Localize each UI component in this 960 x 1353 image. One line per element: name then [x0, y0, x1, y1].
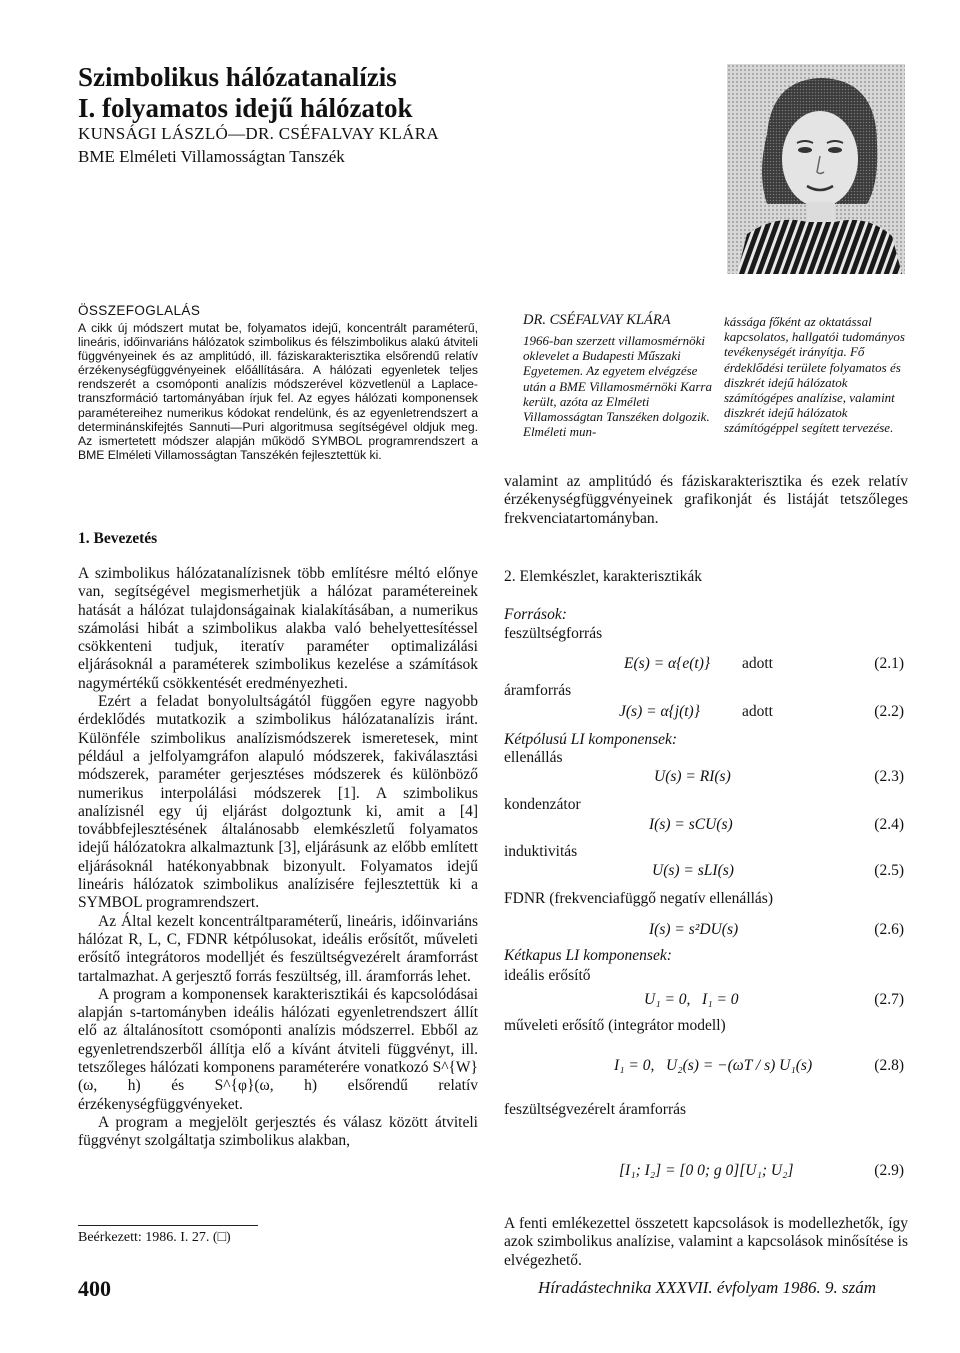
equation-2-6 — [504, 921, 904, 943]
sources-heading: Források: — [504, 606, 567, 623]
section-1-heading: 1. Bevezetés — [78, 530, 158, 547]
equation-2-4 — [504, 816, 904, 838]
department: BME Elméleti Villamosságtan Tanszék — [78, 147, 345, 166]
right-intro-paragraph: valamint az amplitúdó és fáziskarakterisztika és ezek relatív érzékenységfüggvényeinek grafikonját és listáját tetszőleges frekvenciatartományban. — [504, 473, 908, 527]
equation-2-2-number: (2.2) — [874, 703, 904, 720]
equation-2-4-expr: I(s) = sCU(s) — [649, 816, 733, 833]
two-port-heading: Kétkapus LI komponensek: — [504, 947, 672, 964]
equation-2-5 — [504, 862, 904, 884]
equation-2-4-number: (2.4) — [874, 816, 904, 833]
equation-2-9-expr: [I₁; I₂] = [0 0; g 0][U₁; U₂] — [619, 1162, 794, 1179]
equation-2-2 — [504, 703, 904, 725]
equation-2-3-expr: U(s) = RI(s) — [654, 768, 731, 785]
equation-2-7-expr: U₁ = 0, I₁ = 0 — [644, 991, 739, 1008]
fdnr-label: FDNR (frekvenciafüggő negatív ellenállás) — [504, 890, 774, 907]
section-1-paragraph-5: A program a megjelölt gerjesztés és válasz között átviteli függvényt szolgáltatja szimbolikus alakban, — [78, 1113, 478, 1150]
equation-2-8-expr: I₁ = 0, U₂(s) = −(ωT / s) U₁(s) — [614, 1057, 813, 1074]
equation-2-2-expr: J(s) = α{j(t)} — [619, 703, 700, 720]
ideal-amplifier-label: ideális erősítő — [504, 967, 591, 984]
two-terminal-heading: Kétpólusú LI komponensek: — [504, 731, 678, 748]
equation-2-6-expr: I(s) = s²DU(s) — [649, 921, 739, 938]
section-1-paragraph-3 — [78, 913, 478, 986]
section-2-closing: A fenti emlékezettel összetett kapcsolások is modellezhetők, így azok szimbolikus analízise, valamint a kapcsolások minősítése is elvégezhető. — [504, 1215, 908, 1269]
inductor-label: induktivitás — [504, 843, 578, 860]
equation-2-2-tail: adott — [742, 703, 773, 720]
section-1-paragraph-4: A program a komponensek karakterisztikái és kapcsolódásai alapján s-tartományben ideális hálózati egyenletrendszert állít elő az általánosított csomóponti analízis módszerrel. Ebből az egyenletrendszerből állítja elő a kívánt átviteli függvényt, ill. tetszőleges hálózati komponens paraméterére vonatkozó S^{W}(ω, h) és S^{φ}(ω, h) elsőrendű relatív érzékenységfüggvényeket. — [78, 985, 478, 1113]
section-1-paragraph-2: Ezért a feladat bonyolultságától függően egyre nagyobb érdeklődés mutatkozik a szimbolikus hálózatanalízis iránt. Különféle szimbolikus analízismódszerek ismeretesek, mint például a jelfolyamgráfon alapuló módszerek, fakiválasztási módszerek, paraméter gerjesztéses módszerek és különböző numerikus interpolálási módszerek [1]. A szimbolikus analízisnél egy új eljárást dolgoztunk ki, amit a [4] továbbfejlesztésének általánosabb elemkészletű folyamatos idejű hálózatokra alkalmaztunk [3], eljárásunk az előbb említett eljárásoknál hatékonyabbnak bizonyult. Folyamatos idejű lineáris hálózatok szimbolikus analízisére fejlesztettük ki a SYMBOL programrendszert. — [78, 693, 478, 912]
equation-2-1-expr: E(s) = α{e(t)} — [624, 655, 711, 672]
equation-2-8 — [504, 1057, 904, 1079]
abstract-text: A cikk új módszert mutat be, folyamatos idejű, koncentrált paraméterű, lineáris, időinvariáns hálózatok szimbolikus és félszimbolikus alakú átviteli függvényeinek és az amplitúdó, ill. fáziskarakterisztika elsőrendű relatív érzékenységfüggvényeinek előállítására. A hálózati egyenletek teljes rendszerét a csomóponti analízis módszerével közvetlenül a Laplace-transzformáció tartományában írjuk fel. Az egyes hálózati komponensek paramétereihez numerikus kódokat rendelünk, és az egyenletrendszert a determinánskifejtés Sannuti—Puri algoritmusa segítségével oldjuk meg. Az ismertetett módszer alapján működő SYMBOL programrendszert a BME Elméleti Villamosságtan Tanszékén fejlesztettük ki. — [78, 321, 478, 462]
opamp-label: műveleti erősítő (integrátor modell) — [504, 1017, 726, 1034]
bio-name: DR. CSÉFALVAY KLÁRA — [523, 312, 671, 328]
equation-2-7 — [504, 991, 904, 1013]
equation-2-3-number: (2.3) — [874, 768, 904, 785]
page-number: 400 — [78, 1276, 111, 1301]
title-line-2: I. folyamatos idejű hálózatok — [78, 93, 413, 123]
equation-2-9 — [504, 1162, 904, 1184]
author-photo — [727, 64, 905, 274]
equation-2-1 — [504, 655, 904, 677]
equation-2-9-number: (2.9) — [874, 1162, 904, 1179]
title-line-1: Szimbolikus hálózatanalízis — [78, 62, 397, 92]
section-1-paragraph-3-prefix: Az — [98, 912, 117, 930]
current-source-label: áramforrás — [504, 682, 572, 699]
resistor-label: ellenállás — [504, 749, 563, 766]
journal-footer: Híradástechnika XXXVII. évfolyam 1986. 9. szám — [538, 1278, 877, 1297]
equation-2-1-tail: adott — [742, 655, 773, 672]
bio-column-2: kássága főként az oktatással kapcsolatos, hallgatói tudományos tevékenységét irányítja. Fő érdeklődési területe folyamatos és diszkrét idejű hálózatok számítógépes analízise, valamint diszkrét idejű hálózatok számítógéppel segített tervezése. — [724, 314, 905, 436]
equation-2-5-number: (2.5) — [874, 862, 904, 879]
capacitor-label: kondenzátor — [504, 796, 581, 813]
footnote-rule — [78, 1225, 258, 1226]
received-date: Beérkezett: 1986. I. 27. (□) — [78, 1230, 231, 1245]
abstract-heading: ÖSSZEFOGLALÁS — [78, 303, 201, 318]
voltage-source-label: feszültségforrás — [504, 625, 603, 642]
authors: KUNSÁGI LÁSZLÓ—DR. CSÉFALVAY KLÁRA — [78, 124, 439, 143]
vccs-label: feszültségvezérelt áramforrás — [504, 1101, 687, 1118]
equation-2-6-number: (2.6) — [874, 921, 904, 938]
section-2-heading: 2. Elemkészlet, karakterisztikák — [504, 568, 702, 585]
equation-2-3 — [504, 768, 904, 790]
bio-column-1: 1966-ban szerzett villamosmérnöki oklevelet a Budapesti Műszaki Egyetemen. Az egyetem elvégzése után a BME Villamosmérnöki Karra került, azóta az Elméleti Villamosságtan Tanszéken dolgozik. Elméleti mun- — [523, 333, 712, 440]
equation-2-5-expr: U(s) = sLI(s) — [652, 862, 734, 879]
section-1-paragraph-3-text: Által kezelt koncentráltparaméterű, lineáris, időinvariáns hálózat R, L, C, FDNR kétpólusokat, ideális erősítőt, műveleti erősítő integrátoros modelljét és feszültségvezérelt áramforrást tartalmazhat. A gerjesztő forrás feszültség, ill. áramforrás lehet. — [78, 912, 478, 985]
equation-2-8-number: (2.8) — [874, 1057, 904, 1074]
section-1-body — [78, 565, 478, 1151]
equation-2-1-number: (2.1) — [874, 655, 904, 672]
equation-2-7-number: (2.7) — [874, 991, 904, 1008]
section-1-paragraph-1: A szimbolikus hálózatanalízisnek több említésre méltó előnye van, segítségével megismerhetjük a hálózat paramétereinek hatását a hálózat tulajdonságainak kialakításában, a numerikus számolási hibát a szimbolikus alakba való behelyettesítéssel csökkenteni tudjuk, iteratív paraméter optimalizálási eljárásoknál a paraméterek szimbolikus kezelése a számítások nagymértékű csökkentését eredményezheti. — [78, 565, 478, 692]
